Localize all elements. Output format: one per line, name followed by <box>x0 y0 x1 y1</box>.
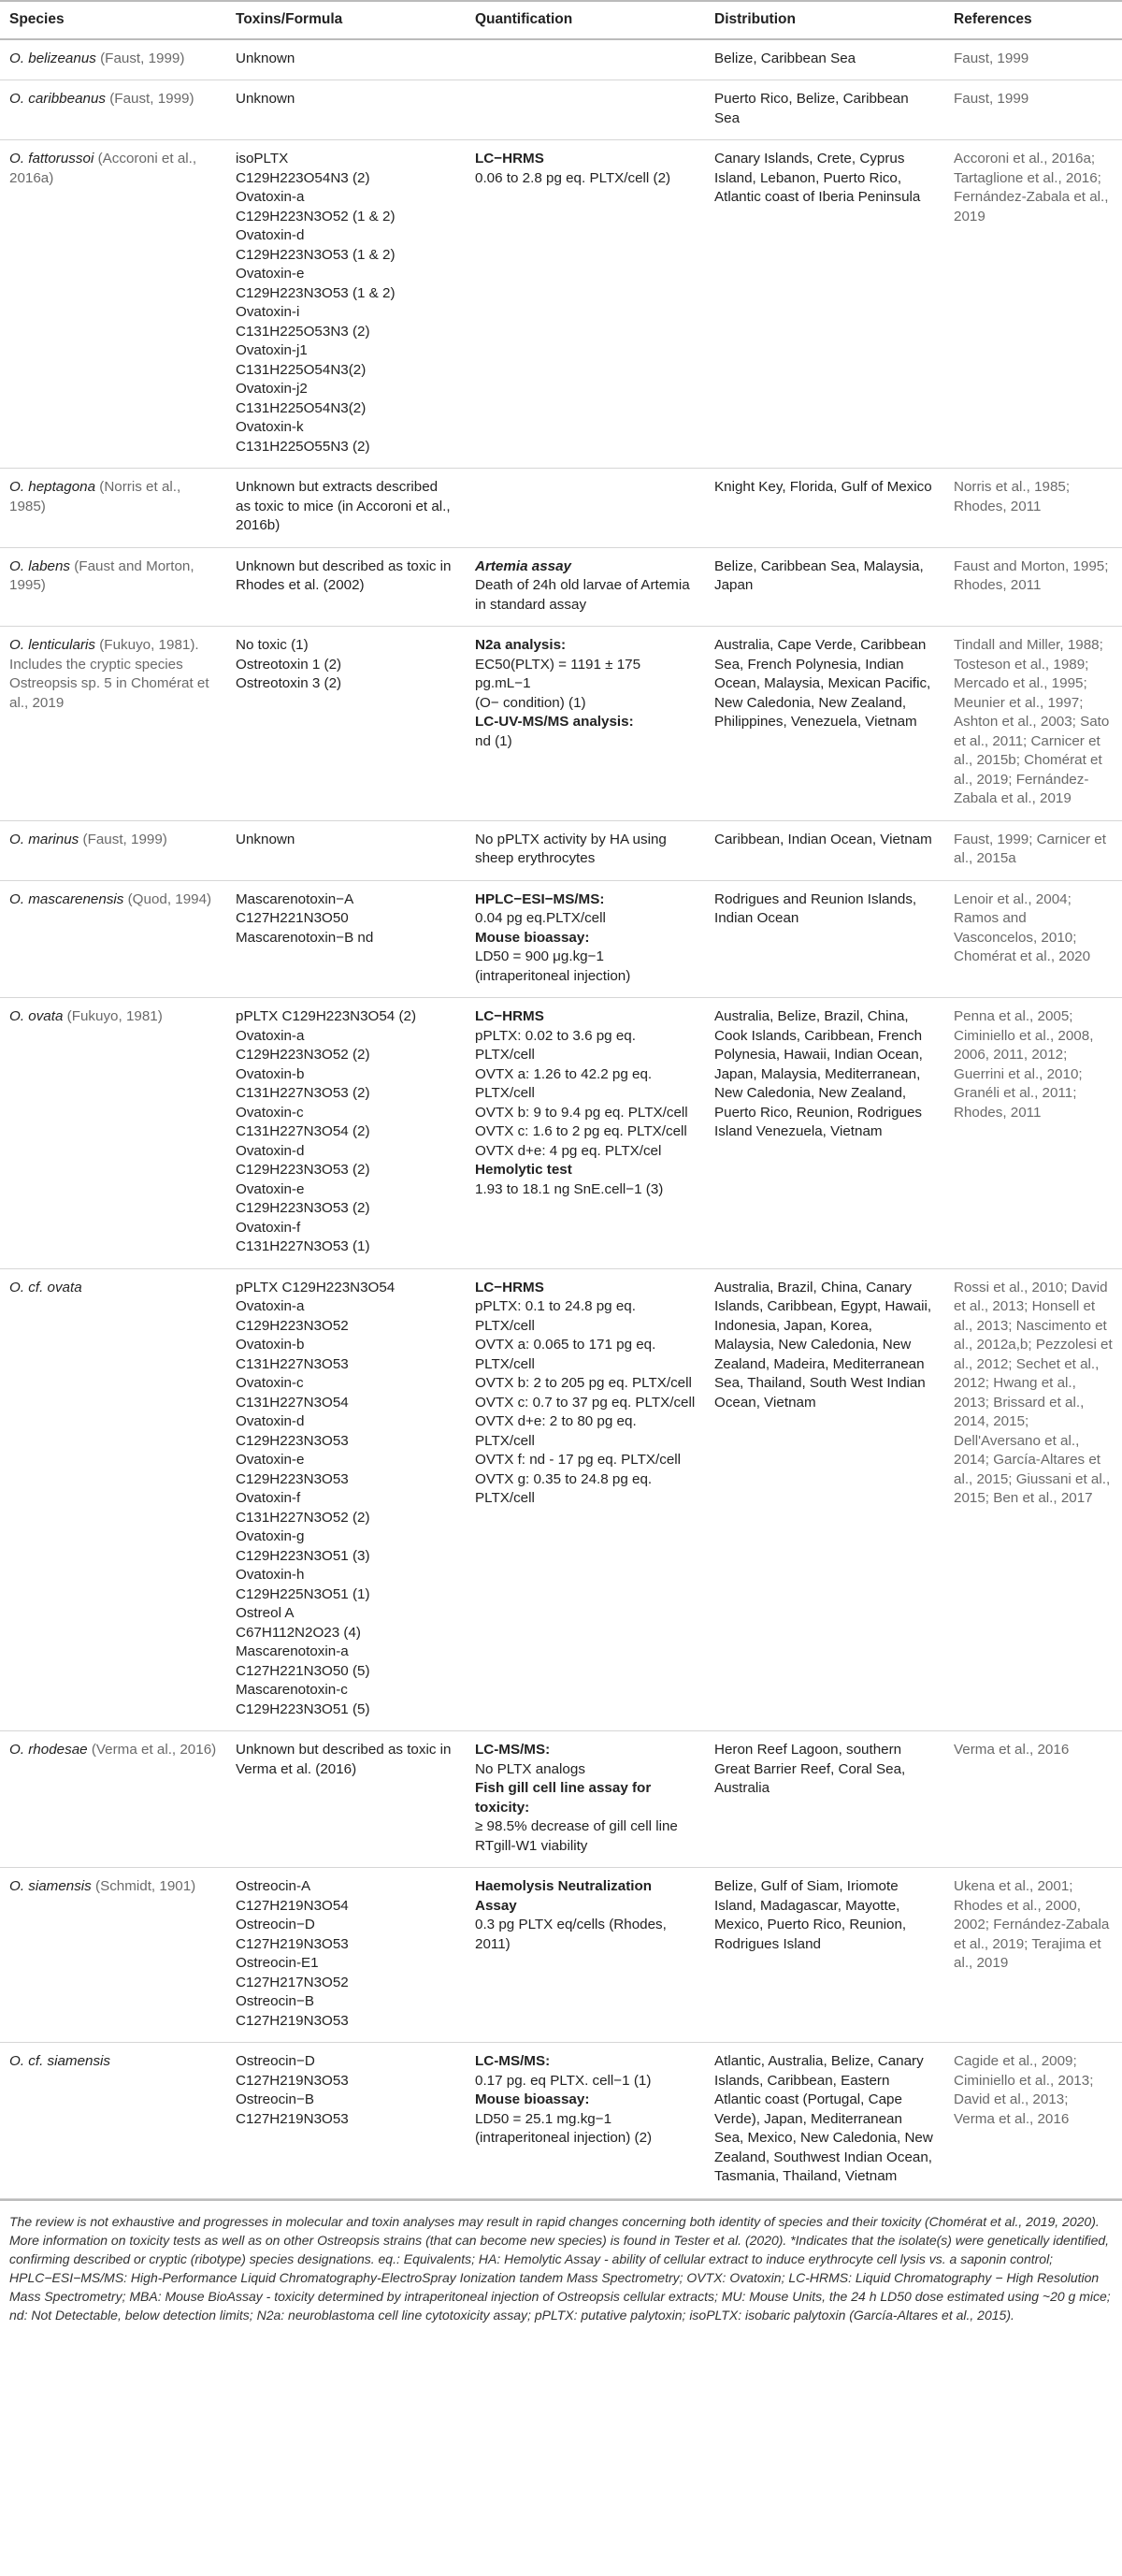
toxins-cell <box>226 820 466 880</box>
species-name: O. ovata <box>9 1008 64 1024</box>
references-cell: Faust, 1999 <box>944 39 1122 80</box>
toxin-line: C129H223N3O53 <box>236 1470 349 1487</box>
distribution-cell: Knight Key, Florida, Gulf of Mexico <box>705 469 944 548</box>
table-body <box>0 39 1122 2199</box>
toxin-line: isoPLTX <box>236 151 289 166</box>
quant-value: OVTX g: 0.35 to 24.8 pg eq. PLTX/cell <box>475 1470 653 1506</box>
toxin-line: C131H227N3O53 (2) <box>236 1085 370 1101</box>
toxin-line: Ovatoxin-j2 <box>236 381 308 397</box>
toxin-line: Unknown <box>236 50 295 66</box>
species-authority: (Accoroni et al., 2016a) <box>9 151 197 186</box>
references-cell: Rossi et al., 2010; David et al., 2013; Honsell et al., 2013; Nascimento et al., 2012a,b; Pezzolesi et al., 2012; Sechet et al., 2012; Hwang et al., 2013; Brissard et al., 2014, 2015; Dell'Aversano et al., 2014; García-Altares et al., 2015; Giussani et al., 2015; Ben et al., 2017 <box>944 1268 1122 1731</box>
table-row <box>0 2043 1122 2199</box>
species-name: O. marinus <box>9 831 79 847</box>
table-row <box>0 80 1122 140</box>
toxin-line: Ovatoxin-d <box>236 1142 305 1159</box>
distribution-cell: Australia, Brazil, China, Canary Islands, Caribbean, Egypt, Hawaii, Indonesia, Japan, Korea, Malaysia, New Caledonia, New Zealand, Madeira, Mediterranean Sea, Thailand, South West Indian Ocean, Vietnam <box>705 1268 944 1731</box>
references-cell: Faust and Morton, 1995; Rhodes, 2011 <box>944 547 1122 627</box>
table-row <box>0 820 1122 880</box>
quantification-cell <box>466 1868 705 2043</box>
quant-method: LC−HRMS <box>475 151 544 166</box>
toxin-line: Ostreocin−B <box>236 1993 314 2009</box>
species-name: O. fattorussoi <box>9 151 94 166</box>
distribution-cell: Heron Reef Lagoon, southern Great Barrier Reef, Coral Sea, Australia <box>705 1731 944 1868</box>
quant-method: LC-MS/MS: <box>475 2053 551 2069</box>
quant-method: LC−HRMS <box>475 1008 544 1024</box>
quantification-cell <box>466 1268 705 1731</box>
species-name: O. rhodesae <box>9 1742 88 1758</box>
toxin-line: C129H223N3O51 (5) <box>236 1700 370 1717</box>
species-name: O. cf. ovata <box>9 1279 82 1295</box>
quant-value: 0.17 pg. eq PLTX. cell−1 (1) <box>475 2072 652 2089</box>
table-row <box>0 998 1122 1269</box>
toxin-line: Mascarenotoxin-c <box>236 1682 348 1698</box>
table-row <box>0 39 1122 80</box>
toxin-line: Ovatoxin-e <box>236 1452 305 1468</box>
toxin-line: C129H223N3O52 (1 & 2) <box>236 208 396 224</box>
quant-value: OVTX c: 1.6 to 2 pg eq. PLTX/cell <box>475 1123 687 1139</box>
species-cell <box>0 80 226 140</box>
header-species: Species <box>0 1 226 39</box>
species-name: O. caribbeanus <box>9 91 106 107</box>
toxin-line: C129H223O54N3 (2) <box>236 169 370 186</box>
distribution-cell: Puerto Rico, Belize, Caribbean Sea <box>705 80 944 140</box>
table-row <box>0 140 1122 469</box>
toxin-line: C127H219N3O53 <box>236 2012 349 2029</box>
toxin-line: Ovatoxin-f <box>236 1490 301 1506</box>
quant-value: OVTX b: 2 to 205 pg eq. PLTX/cell <box>475 1375 692 1391</box>
toxin-line: C127H219N3O53 <box>236 2110 349 2127</box>
quant-method: LC−HRMS <box>475 1279 544 1295</box>
toxin-line: pPLTX C129H223N3O54 (2) <box>236 1008 417 1024</box>
toxin-line: C131H227N3O54 <box>236 1394 349 1411</box>
toxin-line: C67H112N2O23 (4) <box>236 1624 361 1641</box>
quant-method: N2a analysis: <box>475 637 567 653</box>
toxin-line: Ovatoxin-e <box>236 266 305 282</box>
quant-value: 0.04 pg eq.PLTX/cell <box>475 910 606 926</box>
toxin-line: Unknown but extracts described as toxic to mice (in Accoroni et al., 2016b) <box>236 479 451 533</box>
quantification-cell <box>466 1731 705 1868</box>
toxin-line: C131H227N3O53 (1) <box>236 1238 370 1254</box>
table-row <box>0 1268 1122 1731</box>
species-cell <box>0 547 226 627</box>
toxin-line: Ovatoxin-a <box>236 189 305 205</box>
distribution-cell: Belize, Gulf of Siam, Iriomote Island, Madagascar, Mayotte, Mexico, Puerto Rico, Reunion, Rodrigues Island <box>705 1868 944 2043</box>
header-references: References <box>944 1 1122 39</box>
species-authority: (Fukuyo, 1981). Includes the cryptic species Ostreopsis sp. 5 in Chomérat et al., 2019 <box>9 637 209 711</box>
quant-value: 0.06 to 2.8 pg eq. PLTX/cell (2) <box>475 169 671 186</box>
quant-method: Mouse bioassay: <box>475 929 590 946</box>
table-row <box>0 627 1122 821</box>
toxin-line: C127H219N3O54 <box>236 1897 349 1914</box>
toxin-line: Mascarenotoxin-a <box>236 1643 349 1659</box>
toxins-cell <box>226 998 466 1269</box>
table-row <box>0 1868 1122 2043</box>
distribution-cell: Belize, Caribbean Sea <box>705 39 944 80</box>
quant-method: Hemolytic test <box>475 1162 572 1178</box>
quant-value: OVTX a: 1.26 to 42.2 pg eq. PLTX/cell <box>475 1065 653 1101</box>
quantification-cell <box>466 2043 705 2199</box>
table-row <box>0 1731 1122 1868</box>
distribution-cell: Canary Islands, Crete, Cyprus Island, Lebanon, Puerto Rico, Atlantic coast of Iberia Peninsula <box>705 140 944 469</box>
toxin-line: C127H221N3O50 (5) <box>236 1662 370 1679</box>
quantification-cell <box>466 880 705 998</box>
toxin-line: Ovatoxin-i <box>236 304 300 320</box>
quant-value: OVTX f: nd - 17 pg eq. PLTX/cell <box>475 1452 682 1468</box>
quant-value: 0.3 pg PLTX eq/cells (Rhodes, 2011) <box>475 1917 667 1952</box>
toxin-line: C129H223N3O51 (3) <box>236 1547 370 1564</box>
species-authority: (Faust, 1999) <box>100 50 185 66</box>
toxin-line: Ostreocin−D <box>236 1917 315 1932</box>
quant-method: HPLC−ESI−MS/MS: <box>475 890 605 907</box>
species-cell <box>0 140 226 469</box>
quantification-cell <box>466 140 705 469</box>
toxin-line: C129H223N3O52 (2) <box>236 1047 370 1063</box>
toxin-line: Ovatoxin-e <box>236 1180 305 1197</box>
species-name: O. siamensis <box>9 1878 92 1894</box>
quant-value: LD50 = 900 μg.kg−1 (intraperitoneal injection) <box>475 948 631 984</box>
references-cell: Accoroni et al., 2016a; Tartaglione et al., 2016; Fernández-Zabala et al., 2019 <box>944 140 1122 469</box>
toxin-line: C129H223N3O53 <box>236 1432 349 1449</box>
toxins-cell <box>226 80 466 140</box>
table-row <box>0 547 1122 627</box>
toxin-line: C131H227N3O53 <box>236 1355 349 1372</box>
quant-value: OVTX a: 0.065 to 171 pg eq. PLTX/cell <box>475 1337 656 1372</box>
species-cell <box>0 2043 226 2199</box>
toxins-cell <box>226 1731 466 1868</box>
toxin-line: Ostreocin−B <box>236 2091 314 2107</box>
references-cell: Faust, 1999; Carnicer et al., 2015a <box>944 820 1122 880</box>
quant-method: Fish gill cell line assay for toxicity: <box>475 1780 652 1816</box>
quant-value: OVTX d+e: 2 to 80 pg eq. PLTX/cell <box>475 1413 637 1449</box>
quant-value: OVTX c: 0.7 to 37 pg eq. PLTX/cell <box>475 1394 696 1411</box>
quant-value: LD50 = 25.1 mg.kg−1 (intraperitoneal injection) (2) <box>475 2110 653 2146</box>
toxin-line: C131H225O54N3(2) <box>236 399 367 416</box>
references-cell: Verma et al., 2016 <box>944 1731 1122 1868</box>
toxin-line: Ostreotoxin 3 (2) <box>236 675 342 691</box>
species-name: O. belizeanus <box>9 50 96 66</box>
quant-method: LC-UV-MS/MS analysis: <box>475 714 634 730</box>
distribution-cell: Caribbean, Indian Ocean, Vietnam <box>705 820 944 880</box>
species-authority: (Norris et al., 1985) <box>9 479 181 514</box>
references-cell: Penna et al., 2005; Ciminiello et al., 2008, 2006, 2011, 2012; Guerrini et al., 2010; Granéli et al., 2011; Rhodes, 2011 <box>944 998 1122 1269</box>
quantification-cell <box>466 998 705 1269</box>
toxin-line: C131H227N3O54 (2) <box>236 1123 370 1139</box>
table-row <box>0 880 1122 998</box>
toxin-line: Ostreotoxin 1 (2) <box>236 656 342 673</box>
toxin-line: Ovatoxin-a <box>236 1027 305 1044</box>
toxin-line: Ovatoxin-j1 <box>236 342 308 358</box>
references-cell: Tindall and Miller, 1988; Tosteson et al., 1989; Mercado et al., 1995; Meunier et al., 1997; Ashton et al., 2003; Sato et al., 2011; Carnicer et al., 2015b; Chomérat et al., 2019; Fernández-Zabala et al., 2019 <box>944 627 1122 821</box>
quant-method: Haemolysis Neutralization Assay <box>475 1878 653 1914</box>
toxins-cell <box>226 140 466 469</box>
toxin-line: Mascarenotoxin−B nd <box>236 929 374 946</box>
toxin-line: Mascarenotoxin−A <box>236 890 354 907</box>
table-row <box>0 469 1122 548</box>
species-cell <box>0 39 226 80</box>
header-toxins: Toxins/Formula <box>226 1 466 39</box>
table-header-row <box>0 1 1122 39</box>
toxin-line: Unknown <box>236 91 295 107</box>
toxin-line: C131H225O53N3 (2) <box>236 323 370 340</box>
references-cell: Lenoir et al., 2004; Ramos and Vasconcelos, 2010; Chomérat et al., 2020 <box>944 880 1122 998</box>
toxin-line: Ovatoxin-a <box>236 1298 305 1314</box>
quant-value: 1.93 to 18.1 ng SnE.cell−1 (3) <box>475 1180 664 1197</box>
toxin-line: Ovatoxin-d <box>236 1413 305 1429</box>
toxin-line: C129H223N3O53 (2) <box>236 1162 370 1178</box>
toxins-cell <box>226 547 466 627</box>
toxins-cell <box>226 880 466 998</box>
toxin-line: C129H223N3O52 <box>236 1317 349 1334</box>
toxin-line: C127H219N3O53 <box>236 1935 349 1952</box>
quant-value: No pPLTX activity by HA using sheep erythrocytes <box>475 831 667 866</box>
quant-method: Artemia assay <box>475 557 572 574</box>
references-cell: Cagide et al., 2009; Ciminiello et al., 2013; David et al., 2013; Verma et al., 2016 <box>944 2043 1122 2199</box>
toxins-cell <box>226 469 466 548</box>
quantification-cell <box>466 820 705 880</box>
toxin-line: Ostreocin-E1 <box>236 1955 319 1971</box>
toxin-line: C127H219N3O53 <box>236 2072 349 2089</box>
species-cell <box>0 627 226 821</box>
distribution-cell: Belize, Caribbean Sea, Malaysia, Japan <box>705 547 944 627</box>
toxin-line: C129H225N3O51 (1) <box>236 1585 370 1602</box>
toxin-line: Unknown but described as toxic in Rhodes et al. (2002) <box>236 557 452 593</box>
toxin-line: Ovatoxin-g <box>236 1528 305 1544</box>
quant-value: (O− condition) (1) <box>475 694 586 711</box>
species-authority: (Faust, 1999) <box>109 91 194 107</box>
toxin-line: No toxic (1) <box>236 637 309 653</box>
species-authority: (Faust and Morton, 1995) <box>9 557 194 593</box>
toxin-line: C129H223N3O53 (1 & 2) <box>236 284 396 301</box>
quantification-cell <box>466 469 705 548</box>
toxin-line: Ostreocin−D <box>236 2053 315 2069</box>
species-name: O. heptagona <box>9 479 96 495</box>
species-cell <box>0 880 226 998</box>
toxin-line: C131H225O54N3(2) <box>236 361 367 378</box>
references-cell: Ukena et al., 2001; Rhodes et al., 2000, 2002; Fernández-Zabala et al., 2019; Terajima et al., 2019 <box>944 1868 1122 2043</box>
quantification-cell <box>466 627 705 821</box>
quant-value: pPLTX: 0.02 to 3.6 pg eq. PLTX/cell <box>475 1027 636 1063</box>
header-quantification: Quantification <box>466 1 705 39</box>
quant-method: LC-MS/MS: <box>475 1742 551 1758</box>
species-authority: (Fukuyo, 1981) <box>66 1008 163 1024</box>
quant-method: Mouse bioassay: <box>475 2091 590 2107</box>
species-cell <box>0 1731 226 1868</box>
quant-value: OVTX d+e: 4 pg eq. PLTX/cel <box>475 1142 662 1159</box>
table-footnote: The review is not exhaustive and progresses in molecular and toxin analyses may result in rapid changes concerning both identity of species and their toxicity (Chomérat et al., 2019, 2020). More information on toxicity tests as well as on other Ostreopsis strains (that can become new species) is found in Tester et al. (2020). *Indicates that the isolate(s) were genetically identified, confirming described or cryptic (ribotype) species designations. eq.: Equivalents; HA: Hemolytic Assay - ability of cellular extract to induce erythrocyte cell lysis vs. a saponin control; HPLC−ESI−MS/MS: High-Performance Liquid Chromatography-ElectroSpray Ionization tandem Mass Spectrometry; OVTX: Ovatoxin; LC-HRMS: Liquid Chromatography − High Resolution Mass Spectrometry; MBA: Mouse BioAssay - toxicity determined by intraperitoneal injection of Ostreopsis cellular extracts; MU: Mouse Units, the 24 h LD50 dose estimated using ~20 g mice; nd: Not Detectable, below detection limits; N2a: neuroblastoma cell line cytotoxicity assay; pPLTX: putative palytoxin; isoPLTX: isobaric palytoxin (García-Altares et al., 2015). <box>0 2199 1122 2324</box>
toxin-line: Ovatoxin-h <box>236 1567 305 1583</box>
species-name: O. mascarenensis <box>9 890 124 907</box>
quant-value: No PLTX analogs <box>475 1760 585 1777</box>
species-authority: (Verma et al., 2016) <box>91 1742 217 1758</box>
header-distribution: Distribution <box>705 1 944 39</box>
toxins-cell <box>226 627 466 821</box>
toxin-line: C131H225O55N3 (2) <box>236 438 370 455</box>
species-name: O. cf. siamensis <box>9 2053 111 2069</box>
toxin-line: pPLTX C129H223N3O54 <box>236 1279 396 1295</box>
references-cell: Norris et al., 1985; Rhodes, 2011 <box>944 469 1122 548</box>
toxin-line: Ovatoxin-c <box>236 1375 304 1391</box>
toxins-cell <box>226 1268 466 1731</box>
toxins-cell <box>226 39 466 80</box>
distribution-cell: Australia, Cape Verde, Caribbean Sea, French Polynesia, Indian Ocean, Malaysia, Mexican Pacific, New Caledonia, New Zealand, Philippines, Venezuela, Vietnam <box>705 627 944 821</box>
toxin-line: Ovatoxin-b <box>236 1065 305 1082</box>
species-cell <box>0 998 226 1269</box>
toxin-line: Unknown <box>236 831 295 847</box>
species-name: O. lenticularis <box>9 637 96 653</box>
quant-value: EC50(PLTX) = 1191 ± 175 pg.mL−1 <box>475 656 641 691</box>
toxin-line: Ovatoxin-k <box>236 419 304 435</box>
species-authority: (Quod, 1994) <box>127 890 212 907</box>
toxin-line: Ovatoxin-f <box>236 1219 301 1236</box>
toxin-line: C127H221N3O50 <box>236 910 349 926</box>
references-cell: Faust, 1999 <box>944 80 1122 140</box>
toxins-cell <box>226 2043 466 2199</box>
quant-value: ≥ 98.5% decrease of gill cell line RTgill-W1 viability <box>475 1818 678 1854</box>
distribution-cell: Atlantic, Australia, Belize, Canary Islands, Caribbean, Eastern Atlantic coast (Portugal, Cape Verde), Japan, Mediterranean Sea, Mexico, New Caledonia, New Zealand, Southwest Indian Ocean, Tasmania, Thailand, Vietnam <box>705 2043 944 2199</box>
species-cell <box>0 469 226 548</box>
toxin-line: Ovatoxin-d <box>236 227 305 243</box>
toxin-line: C129H223N3O53 (2) <box>236 1200 370 1216</box>
distribution-cell: Australia, Belize, Brazil, China, Cook Islands, Caribbean, French Polynesia, Hawaii, Indian Ocean, Japan, Malaysia, Mediterranean, New Caledonia, New Zealand, Puerto Rico, Reunion, Rodrigues Island Venezuela, Vietnam <box>705 998 944 1269</box>
quantification-cell <box>466 547 705 627</box>
species-cell <box>0 820 226 880</box>
quantification-cell <box>466 80 705 140</box>
species-cell <box>0 1868 226 2043</box>
species-authority: (Schmidt, 1901) <box>95 1878 196 1894</box>
toxin-line: Ovatoxin-c <box>236 1104 304 1121</box>
toxin-line: C131H227N3O52 (2) <box>236 1509 370 1526</box>
toxin-line: Ostreocin-A <box>236 1878 311 1894</box>
toxin-line: Ovatoxin-b <box>236 1337 305 1353</box>
quant-value: nd (1) <box>475 732 512 749</box>
distribution-cell: Rodrigues and Reunion Islands, Indian Ocean <box>705 880 944 998</box>
quant-value: Death of 24h old larvae of Artemia in standard assay <box>475 577 690 613</box>
toxin-line: Ostreol A <box>236 1605 295 1621</box>
toxin-line: Unknown but described as toxic in Verma et al. (2016) <box>236 1742 452 1777</box>
toxins-cell <box>226 1868 466 2043</box>
species-cell <box>0 1268 226 1731</box>
species-name: O. labens <box>9 557 71 574</box>
toxin-line: C129H223N3O53 (1 & 2) <box>236 246 396 263</box>
toxin-line: C127H217N3O52 <box>236 1974 349 1990</box>
quantification-cell <box>466 39 705 80</box>
quant-value: pPLTX: 0.1 to 24.8 pg eq. PLTX/cell <box>475 1298 636 1334</box>
species-authority: (Faust, 1999) <box>82 831 167 847</box>
quant-value: OVTX b: 9 to 9.4 pg eq. PLTX/cell <box>475 1104 688 1121</box>
